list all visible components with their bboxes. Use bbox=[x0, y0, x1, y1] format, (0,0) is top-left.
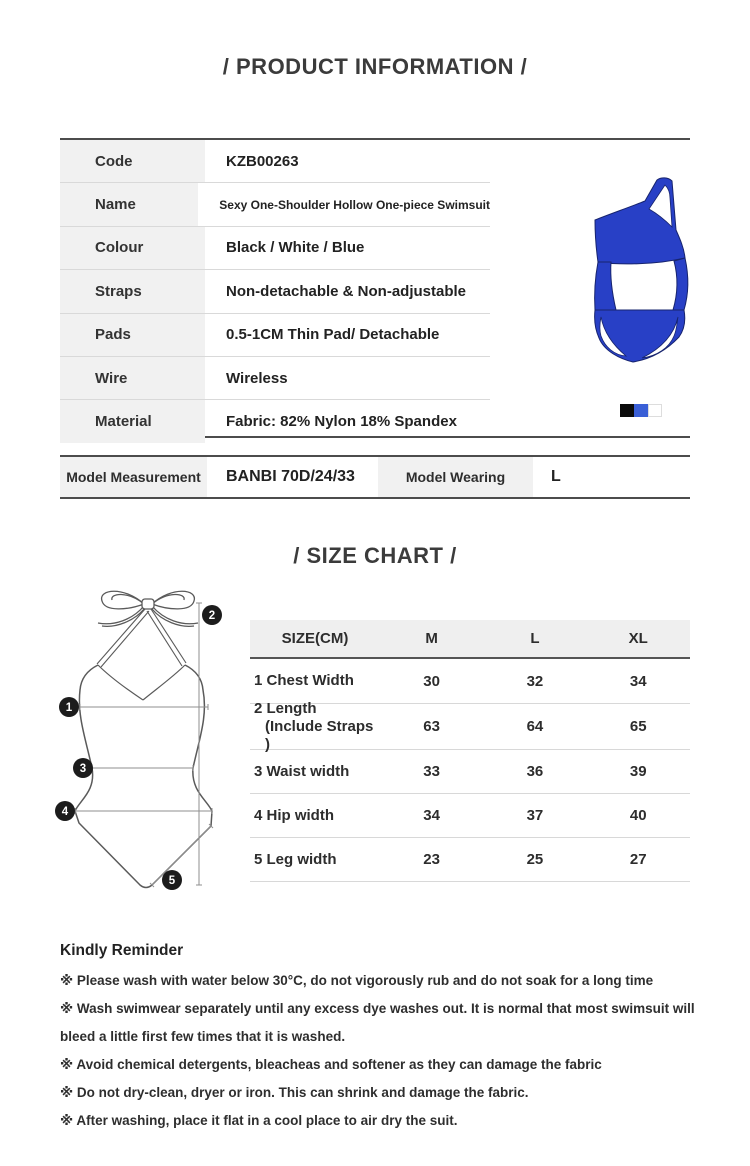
cell-l: 32 bbox=[526, 672, 544, 690]
swatch-black bbox=[620, 404, 634, 417]
cell-l: 37 bbox=[526, 807, 544, 824]
table-row bbox=[60, 140, 490, 183]
product-info-title: / PRODUCT INFORMATION / bbox=[222, 54, 528, 79]
swatch-blue bbox=[634, 404, 648, 417]
row-label: 3 Waist width bbox=[254, 762, 350, 780]
cell-l: 36 bbox=[526, 763, 544, 780]
model-wearing-label: Model Wearing bbox=[378, 457, 533, 497]
info-value-wire: Wireless bbox=[226, 369, 288, 387]
size-table-header bbox=[250, 620, 690, 659]
info-label-straps: Straps bbox=[60, 270, 205, 312]
table-row bbox=[60, 227, 490, 270]
chest-measure-line bbox=[80, 704, 208, 710]
cell-xl: 40 bbox=[629, 807, 647, 824]
size-chart-title: / SIZE CHART / bbox=[293, 543, 457, 568]
info-label-material: Material bbox=[60, 400, 205, 442]
model-measurement-row bbox=[60, 457, 690, 497]
info-value-pads: 0.5-1CM Thin Pad/ Detachable bbox=[226, 326, 440, 344]
reminder-title: Kindly Reminder bbox=[60, 942, 184, 959]
svg-text:3: 3 bbox=[79, 763, 87, 775]
svg-text:2: 2 bbox=[208, 610, 216, 622]
info-label-colour: Colour bbox=[60, 227, 205, 269]
table-row bbox=[60, 183, 490, 226]
cell-xl: 34 bbox=[629, 672, 647, 690]
cell-m: 34 bbox=[423, 807, 440, 824]
info-value-straps: Non-detachable & Non-adjustable bbox=[226, 282, 467, 300]
hip-measure-line bbox=[75, 808, 212, 814]
size-chart-table bbox=[250, 620, 690, 882]
table-row bbox=[60, 400, 490, 442]
swatch-white bbox=[648, 404, 662, 417]
reminder-line: ※ Do not dry-clean, dryer or iron. This can shrink and damage the fabric. bbox=[60, 1085, 529, 1100]
badge-2 bbox=[202, 605, 222, 625]
info-value-colour: Black / White / Blue bbox=[226, 239, 365, 257]
product-info-table bbox=[60, 140, 490, 443]
cell-m: 30 bbox=[423, 672, 440, 690]
table-row bbox=[60, 314, 490, 357]
row-label: 5 Leg width bbox=[254, 850, 337, 868]
cell-m: 23 bbox=[423, 851, 440, 868]
table-row bbox=[60, 357, 490, 400]
info-value-name: Sexy One-Shoulder Hollow One-piece Swimsuit bbox=[219, 197, 490, 212]
swimsuit-outline bbox=[75, 665, 212, 888]
table-row-chest bbox=[250, 659, 690, 704]
cell-l: 64 bbox=[526, 718, 544, 735]
swimsuit-left-panel bbox=[595, 262, 616, 310]
badge-1 bbox=[59, 697, 79, 717]
table-row-length bbox=[250, 699, 690, 753]
table-row-hip bbox=[250, 794, 690, 838]
model-measurement-label: Model Measurement bbox=[60, 457, 207, 497]
info-value-code: KZB00263 bbox=[226, 152, 299, 170]
row-label-line1: 2 Length bbox=[254, 699, 317, 717]
badge-4 bbox=[55, 801, 75, 821]
waist-measure-line bbox=[92, 765, 193, 771]
svg-text:5: 5 bbox=[168, 875, 176, 887]
table-row-leg bbox=[250, 838, 690, 882]
row-label-line2: (Include Straps ) bbox=[265, 717, 374, 753]
reminder-line: ※ After washing, place it flat in a cool place to air dry the suit. bbox=[60, 1113, 458, 1128]
length-measure-line bbox=[196, 603, 202, 885]
header-size-m: M bbox=[425, 630, 438, 647]
cell-xl: 39 bbox=[629, 763, 647, 780]
info-label-code: Code bbox=[60, 140, 205, 182]
info-label-wire: Wire bbox=[60, 357, 205, 399]
svg-text:1: 1 bbox=[65, 702, 73, 714]
header-size-cm: SIZE(CM) bbox=[281, 629, 349, 647]
row-label: 4 Hip width bbox=[254, 806, 334, 824]
row-label: 1 Chest Width bbox=[254, 672, 354, 689]
model-wearing-value: L bbox=[551, 468, 561, 485]
halter-straps bbox=[97, 609, 186, 667]
cell-xl: 27 bbox=[629, 851, 647, 868]
cell-xl: 65 bbox=[629, 718, 647, 735]
row-label bbox=[250, 700, 380, 754]
measurement-badges bbox=[55, 605, 222, 890]
measurement-lines bbox=[75, 603, 216, 887]
model-measurement-value: BANBI 70D/24/33 bbox=[226, 468, 355, 485]
bow-icon bbox=[98, 591, 198, 626]
svg-text:4: 4 bbox=[61, 806, 69, 818]
model-row-bottom-border bbox=[60, 497, 690, 499]
cell-m: 63 bbox=[423, 718, 440, 735]
colour-swatch-row bbox=[620, 404, 662, 417]
product-photo-swimsuit bbox=[560, 152, 696, 402]
info-value-material: Fabric: 82% Nylon 18% Spandex bbox=[226, 413, 457, 431]
cell-l: 25 bbox=[526, 851, 544, 868]
table-row bbox=[60, 270, 490, 313]
reminder-line: ※ Wash swimwear separately until any excess dye washes out. It is normal that most swimsuit will bleed a little first few times that it is washed. bbox=[60, 1001, 695, 1044]
info-label-name: Name bbox=[60, 183, 198, 225]
reminder-line: ※ Avoid chemical detergents, bleacheas and softener as they can damage the fabric bbox=[60, 1057, 602, 1072]
badge-3 bbox=[73, 758, 93, 778]
table-row-waist bbox=[250, 750, 690, 794]
header-size-l: L bbox=[530, 630, 540, 647]
swimsuit-right-strip bbox=[673, 258, 688, 310]
info-label-pads: Pads bbox=[60, 314, 205, 356]
kindly-reminder-section bbox=[60, 942, 720, 1135]
reminder-line: ※ Please wash with water below 30°C, do not vigorously rub and do not soak for a long time bbox=[60, 973, 654, 988]
cell-m: 33 bbox=[423, 763, 440, 780]
badge-5 bbox=[162, 870, 182, 890]
size-diagram-illustration bbox=[50, 578, 240, 898]
header-size-xl: XL bbox=[628, 630, 648, 647]
